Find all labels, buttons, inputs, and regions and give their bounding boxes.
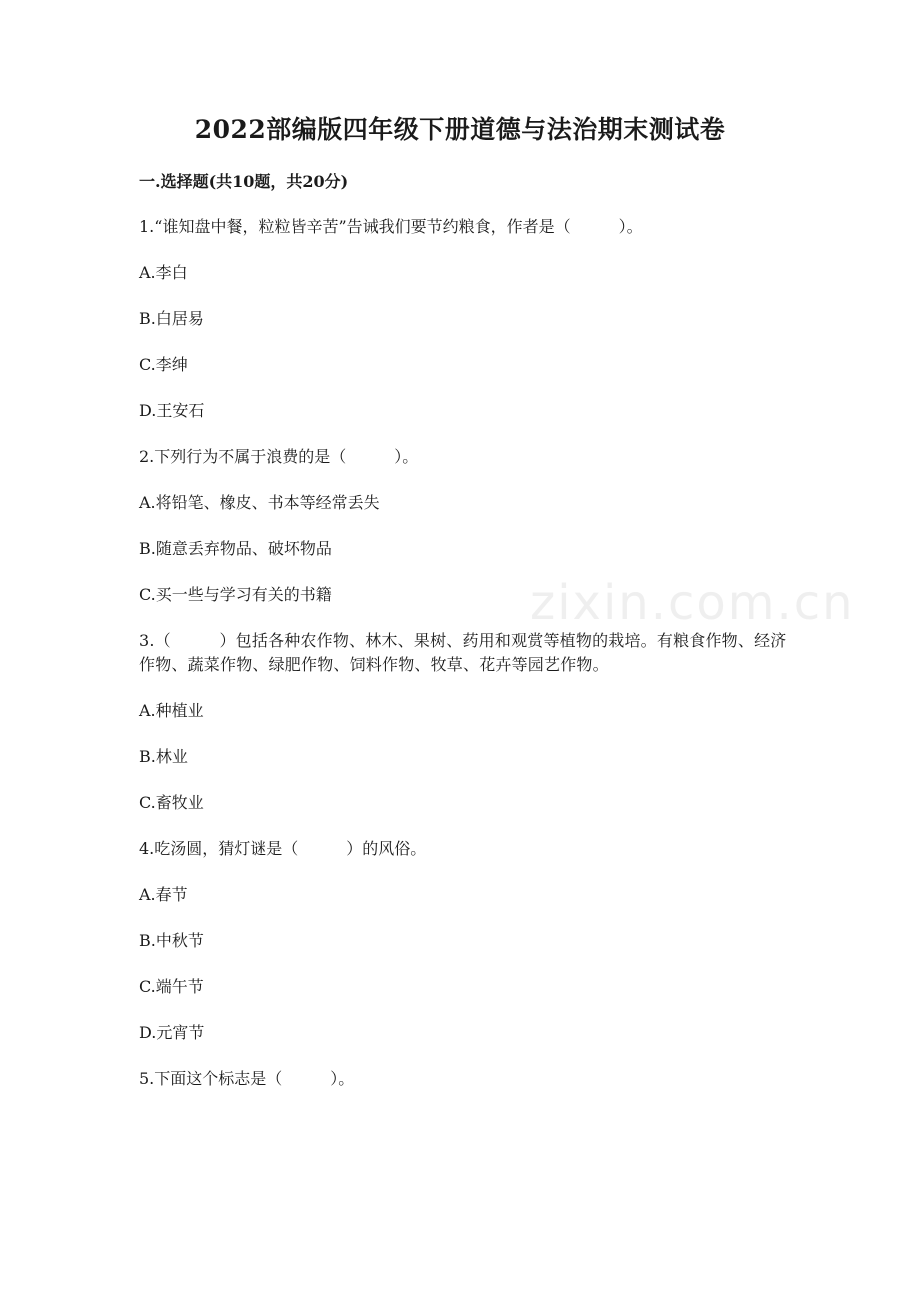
question-stem: 4.吃汤圆，猜灯谜是（ ）的风俗。 [139, 839, 427, 858]
option-a: A.李白 [139, 263, 188, 282]
option-c: C.买一些与学习有关的书籍 [139, 585, 332, 604]
option-d: D.王安石 [139, 401, 205, 420]
option-b: B.林业 [139, 747, 188, 766]
option-a: A.将铅笔、橡皮、书本等经常丢失 [139, 493, 380, 512]
option-b: B.随意丢弃物品、破坏物品 [139, 539, 332, 558]
option-c: C.李绅 [139, 355, 188, 374]
question-4 [139, 837, 789, 1067]
option-b: B.中秋节 [139, 931, 204, 950]
question-2 [139, 445, 789, 629]
option-a: A.种植业 [139, 701, 204, 720]
option-b: B.白居易 [139, 309, 204, 328]
option-a: A.春节 [139, 885, 188, 904]
option-c: C.端午节 [139, 977, 204, 996]
question-stem: 5.下面这个标志是（ ）。 [139, 1069, 355, 1088]
page-title: 2022部编版四年级下册道德与法治期末测试卷 [194, 115, 726, 144]
question-1 [139, 215, 789, 445]
question-5 [139, 1067, 789, 1091]
question-3 [139, 629, 789, 837]
question-list [139, 215, 789, 1091]
watermark: zixin.com.cn [530, 575, 855, 631]
question-stem: 2.下列行为不属于浪费的是（ ）。 [139, 447, 419, 466]
question-stem: 1.“谁知盘中餐，粒粒皆辛苦”告诫我们要节约粮食，作者是（ ）。 [139, 217, 643, 236]
section-heading: 一.选择题(共10题，共20分) [139, 172, 349, 191]
option-d: D.元宵节 [139, 1023, 205, 1042]
option-c: C.畜牧业 [139, 793, 204, 812]
question-stem: 3.（ ）包括各种农作物、林木、果树、药用和观赏等植物的栽培。有粮食作物、经济作物、蔬菜作物、绿肥作物、饲料作物、牧草、花卉等园艺作物。 [139, 631, 787, 674]
